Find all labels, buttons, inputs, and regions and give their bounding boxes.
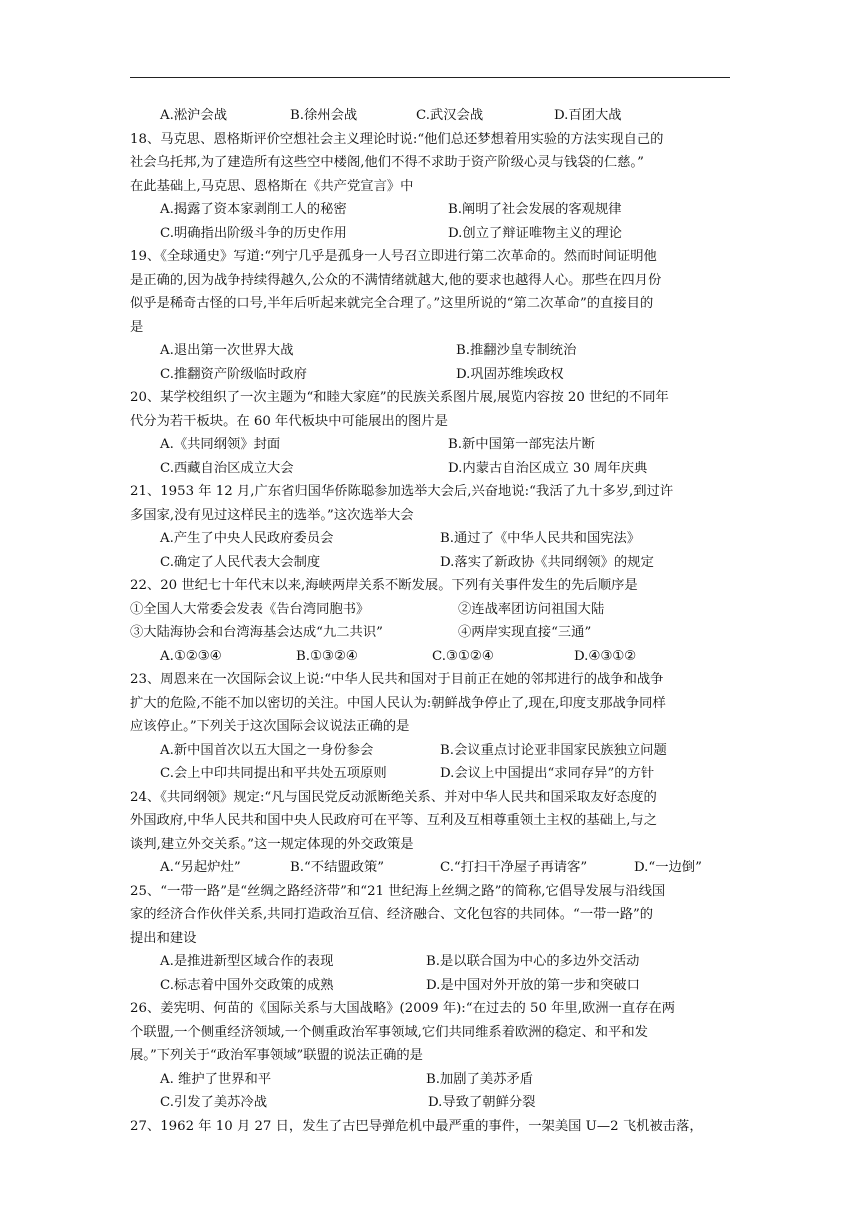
answer-options-row (130, 457, 730, 481)
question-text-line: 19、《全球通史》写道:“列宁几乎是孤身一人号召立即进行第二次革命的。然而时间证明他 (130, 249, 657, 264)
exam-page-content (130, 104, 730, 1138)
question-text-line: 扩大的危险,不能不加以密切的关注。中国人民认为:朝鲜战争停止了,现在,印度支那战争同样 (130, 695, 666, 711)
answer-option: C.武汉会战 (416, 108, 484, 123)
answer-option: A.“另起炉灶” (160, 860, 241, 875)
answer-option: A.揭露了资本家剥削工人的秘密 (160, 202, 347, 217)
answer-option: C.确定了人民代表大会制度 (160, 554, 321, 570)
answer-option: C.③①②④ (432, 648, 494, 664)
answer-options-row (130, 339, 730, 363)
answer-option: A. 维护了世界和平 (160, 1071, 272, 1087)
question-text-line: 展。”下列关于“政治军事领域”联盟的说法正确的是 (130, 1048, 423, 1063)
answer-option: A.退出第一次世界大战 (160, 343, 294, 358)
answer-option: C.引发了美苏冷战 (160, 1095, 268, 1110)
answer-options-row (130, 974, 730, 998)
question-text-line: 代分为若干板块。在 60 年代板块中可能展出的图片是 (130, 413, 448, 429)
answer-option: D.是中国对外开放的第一步和突破口 (426, 977, 640, 993)
question-text-line: 是正确的,因为战争持续得越久,公众的不满情绪就越大,他的要求也越得人心。那些在四月份 (130, 272, 662, 288)
answer-option: A.《共同纲领》封面 (160, 437, 281, 452)
question-text-line: 在此基础上,马克思、恩格斯在《共产党宣言》中 (130, 178, 414, 194)
answer-option: B.会议重点讨论亚非国家民族独立问题 (440, 742, 667, 758)
answer-option: A.①②③④ (160, 648, 222, 664)
answer-option: A.新中国首次以五大国之一身份参会 (160, 742, 374, 758)
answer-option: B.推翻沙皇专制统治 (456, 343, 577, 358)
answer-options-row (130, 104, 730, 128)
question-text-line: 22、20 世纪七十年代末以来,海峡两岸关系不断发展。下列有关事件发生的先后顺序是 (130, 578, 638, 593)
header-rule (130, 77, 730, 78)
answer-option: D.“一边倒” (634, 860, 702, 875)
answer-option: D.会议上中国提出“求同存异”的方针 (440, 766, 655, 781)
question-text-line: 社会乌托邦,为了建造所有这些空中楼阁,他们不得不求助于资产阶级心灵与钱袋的仁慈。” (130, 155, 644, 170)
answer-option: A.是推进新型区域合作的表现 (160, 954, 334, 969)
answer-option: B.阐明了社会发展的客观规律 (448, 202, 622, 217)
question-text-line: 24、《共同纲领》规定:“凡与国民党反动派断绝关系、并对中华人民共和国采取友好态度的 (130, 789, 657, 805)
answer-option: D.百团大战 (554, 108, 622, 123)
answer-option: A.淞沪会战 (160, 108, 228, 123)
answer-option: D.落实了新政协《共同纲领》的规定 (440, 554, 654, 570)
answer-option: B.新中国第一部宪法片断 (448, 437, 595, 452)
answer-option: C.“打扫干净屋子再请客” (440, 860, 588, 875)
answer-option: ②连战率团访问祖国大陆 (458, 601, 605, 617)
answer-option: C.推翻资产阶级临时政府 (160, 366, 307, 382)
answer-options-row (130, 551, 730, 575)
question-text-line: 26、姜宪明、何苗的《国际关系与大国战略》(2009 年):“在过去的 50 年里,欧洲一直存在两 (130, 1001, 676, 1016)
answer-options-row (130, 433, 730, 457)
question-text-line: 21、1953 年 12 月,广东省归国华侨陈聪参加选举大会后,兴奋地说:“我活了九十多岁,到过许 (130, 484, 674, 499)
answer-options-row (130, 621, 730, 645)
answer-option: C.明确指出阶级斗争的历史作用 (160, 225, 347, 241)
answer-option: B.是以联合国为中心的多边外交活动 (426, 954, 640, 969)
answer-option: C.西藏自治区成立大会 (160, 460, 294, 476)
answer-options-row (130, 598, 730, 622)
answer-options-row (130, 1068, 730, 1092)
question-text-line: 20、某学校组织了一次主题为“和睦大家庭”的民族关系图片展,展览内容按 20 世纪的不同年 (130, 390, 669, 405)
question-text-line: 25、“一带一路”是“丝绸之路经济带”和“21 世纪海上丝绸之路”的简称,它倡导发展与沿线国 (130, 883, 666, 899)
answer-options-row (130, 762, 730, 786)
question-text-line: 家的经济合作伙伴关系,共同打造政治互信、经济融合、文化包容的共同体。“一带一路”的 (130, 907, 654, 922)
answer-options-row (130, 222, 730, 246)
answer-option: ①全国人大常委会发表《告台湾同胞书》 (130, 601, 370, 617)
answer-options-row (130, 739, 730, 763)
answer-options-row (130, 1091, 730, 1115)
answer-options-row (130, 645, 730, 669)
question-text-line: 18、马克思、恩格斯评价空想社会主义理论时说:“他们总还梦想着用实验的方法实现自己的 (130, 131, 664, 147)
answer-options-row (130, 856, 730, 880)
answer-option: D.④③①② (574, 648, 637, 664)
answer-option: B.徐州会战 (290, 108, 358, 123)
question-text-line: 应该停止。”下列关于这次国际会议说法正确的是 (130, 719, 410, 734)
question-text-line: 是 (130, 319, 144, 335)
answer-option: C.标志着中国外交政策的成熟 (160, 977, 334, 993)
answer-option: D.内蒙古自治区成立 30 周年庆典 (448, 460, 648, 476)
question-text-line: 谈判,建立外交关系。”这一规定体现的外交政策是 (130, 836, 414, 852)
answer-options-row (130, 363, 730, 387)
answer-options-row (130, 950, 730, 974)
question-text-line: 似乎是稀奇古怪的口号,半年后听起来就完全合理了。”这里所说的“第二次革命”的直接目的 (130, 296, 654, 311)
question-text-line: 多国家,没有见过这样民主的选举。”这次选举大会 (130, 507, 414, 523)
answer-option: D.导致了朝鲜分裂 (428, 1095, 536, 1110)
answer-option: B.①③②④ (296, 648, 358, 664)
answer-option: D.巩固苏维埃政权 (456, 366, 564, 382)
question-text-line: 提出和建设 (130, 930, 197, 946)
answer-option: A.产生了中央人民政府委员会 (160, 531, 334, 546)
answer-option: B.“不结盟政策” (290, 860, 385, 875)
answer-option: ④两岸实现直接“三通” (458, 625, 592, 640)
answer-option: B.通过了《中华人民共和国宪法》 (440, 531, 641, 546)
answer-options-row (130, 198, 730, 222)
question-text-line: 27、1962 年 10 月 27 日，发生了古巴导弹危机中最严重的事件，一架美国 U—2 飞机被击落， (130, 1118, 703, 1134)
question-text-line: 个联盟,一个侧重经济领域,一个侧重政治军事领域,它们共同维系着欧洲的稳定、和平和发 (130, 1024, 648, 1040)
answer-option: D.创立了辩证唯物主义的理论 (448, 225, 622, 241)
answer-option: B.加剧了美苏矛盾 (426, 1071, 534, 1087)
question-text-line: 外国政府,中华人民共和国中央人民政府可在平等、互利及互相尊重领土主权的基础上,与之 (130, 813, 658, 828)
answer-option: ③大陆海协会和台湾海基会达成“九二共识” (130, 625, 383, 640)
answer-options-row (130, 527, 730, 551)
question-text-line: 23、周恩来在一次国际会议上说:“中华人民共和国对于目前正在她的邻邦进行的战争和战争 (130, 672, 664, 687)
answer-option: C.会上中印共同提出和平共处五项原则 (160, 766, 387, 781)
